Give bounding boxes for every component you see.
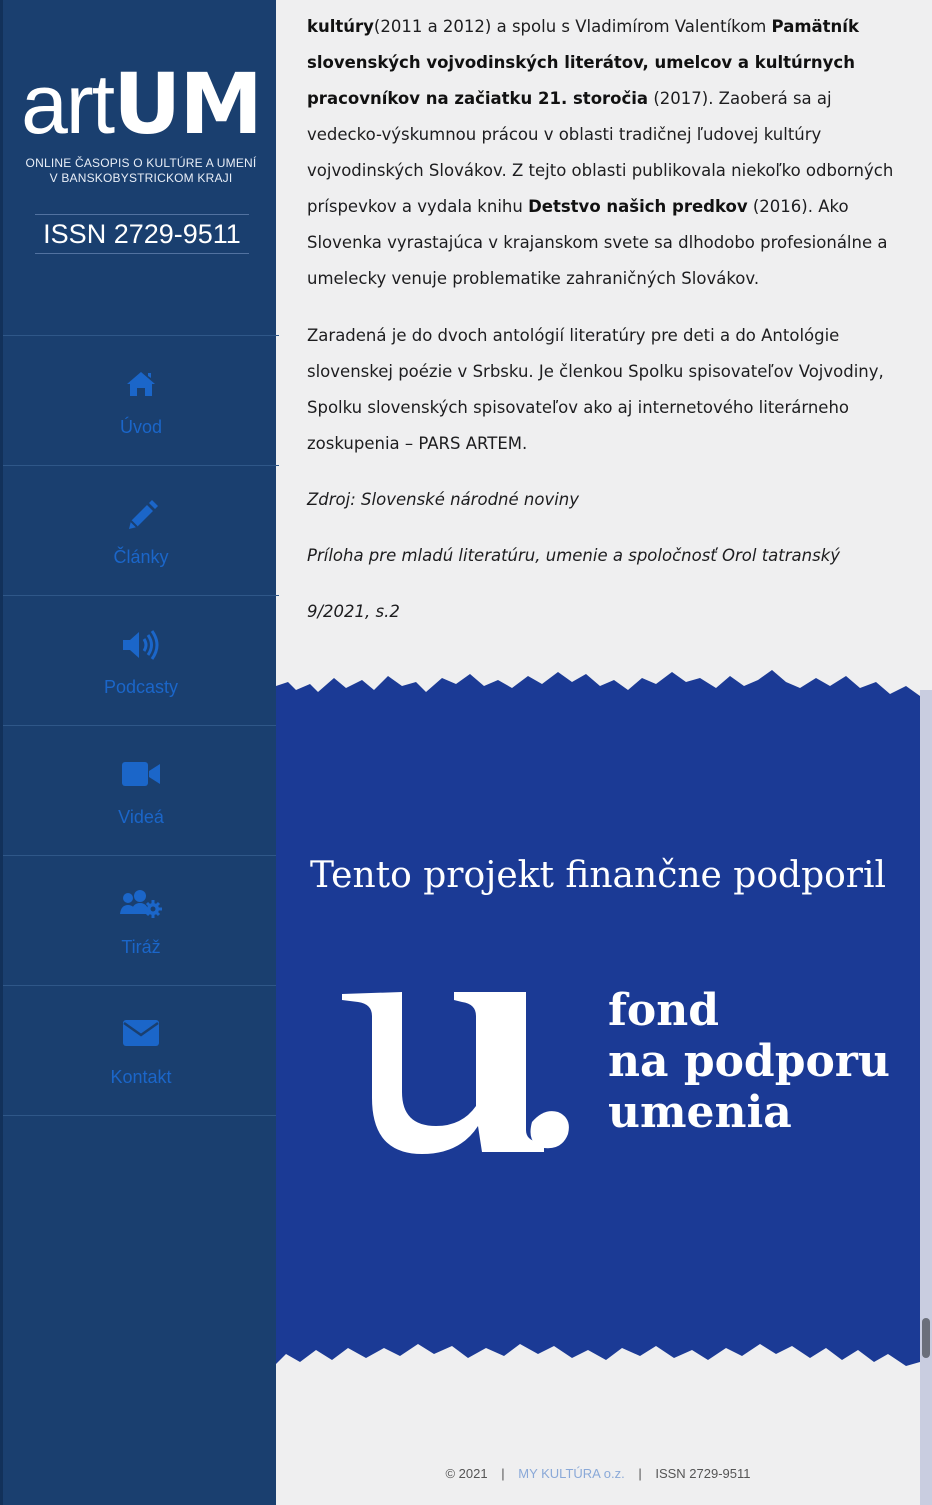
main-nav (3, 335, 279, 1116)
speaker-icon (3, 629, 279, 665)
text-span: (2017). Zaoberá sa aj vedecko-výskumnou prácou v oblasti tradičnej ľudovej kultúry vojvodinských Slovákov. Z tejto oblasti publikovala niekoľko odborných príspevkov a vydala knihu (307, 89, 894, 216)
article-issue: 9/2021, s.2 (307, 602, 400, 621)
footer-separator: | (638, 1466, 642, 1481)
article-source: Zdroj: Slovenské národné noviny (307, 490, 580, 509)
users-gear-icon (3, 889, 279, 923)
video-camera-icon (3, 759, 279, 793)
nav-label: Kontakt (110, 1067, 172, 1087)
nav-item-podcasty[interactable] (3, 596, 279, 726)
nav-item-tiraz[interactable] (3, 856, 279, 986)
site-logo[interactable] (3, 55, 279, 153)
scrollbar-track[interactable] (920, 690, 932, 1505)
footer-copyright: © 2021 (445, 1466, 488, 1481)
issn-label: ISSN 2729-9511 (35, 214, 249, 254)
bold-text: Detstvo našich predkov (528, 197, 748, 216)
footer-issn: ISSN 2729-9511 (655, 1466, 751, 1481)
footer-separator: | (501, 1466, 505, 1481)
nav-item-videa[interactable] (3, 726, 279, 856)
pencil-icon (3, 499, 279, 539)
nav-label: Videá (118, 807, 164, 827)
site-tagline (3, 156, 279, 186)
envelope-icon (3, 1019, 279, 1051)
footer-org-link[interactable]: MY KULTÚRA o.z. (518, 1466, 625, 1481)
tagline-line-1: ONLINE ČASOPIS O KULTÚRE A UMENÍ (25, 156, 257, 170)
banner-title: Tento projekt finančne podporil (309, 855, 887, 896)
logo-bold-text: UM (113, 55, 261, 153)
text-span: (2016). Ako Slovenka vyrastajúca v krajanskom svete sa dlhodobo profesionálne a umelecky venuje problematike zahraničných Slovákov. (307, 197, 888, 288)
nav-item-uvod[interactable] (3, 336, 279, 466)
article-paragraph-2: Zaradená je do dvoch antológií literatúry pre deti a do Antológie slovenskej poézie v Srbsku. Je členkou Spolku spisovateľov Vojvodiny, Spolku slovenských spisovateľov ako aj internetového literárneho zoskupenia – PARS ARTEM. (307, 326, 884, 453)
logo-thin-text: art (21, 57, 114, 151)
fond-line-1: fond (608, 985, 720, 1036)
nav-item-clanky[interactable] (3, 466, 279, 596)
article-paragraph-1 (307, 9, 907, 297)
text-span: (2011 a 2012) a spolu s Vladimírom Valentíkom (373, 17, 772, 36)
fond-name (608, 985, 890, 1138)
sidebar (0, 0, 276, 1505)
nav-label: Články (113, 547, 169, 567)
site-footer (276, 1466, 920, 1481)
nav-label: Tiráž (121, 937, 161, 957)
bold-text: kultúry (307, 17, 374, 36)
nav-label: Úvod (119, 417, 163, 437)
bold-text: Pamätník slovenských vojvodinských literátov, umelcov a kultúrnych pracovníkov na začiatku 21. storočia (307, 17, 859, 108)
fond-line-2: na podporu (608, 1036, 890, 1087)
tagline-line-2: V BANSKOBYSTRICKOM KRAJI (49, 171, 233, 185)
fond-line-3: umenia (608, 1087, 792, 1138)
article-supplement: Príloha pre mladú literatúru, umenie a spoločnosť Orol tatranský (307, 546, 841, 565)
nav-label: Podcasty (103, 677, 179, 697)
scrollbar-thumb[interactable] (922, 1318, 930, 1358)
nav-item-kontakt[interactable] (3, 986, 279, 1116)
home-icon (3, 369, 279, 403)
